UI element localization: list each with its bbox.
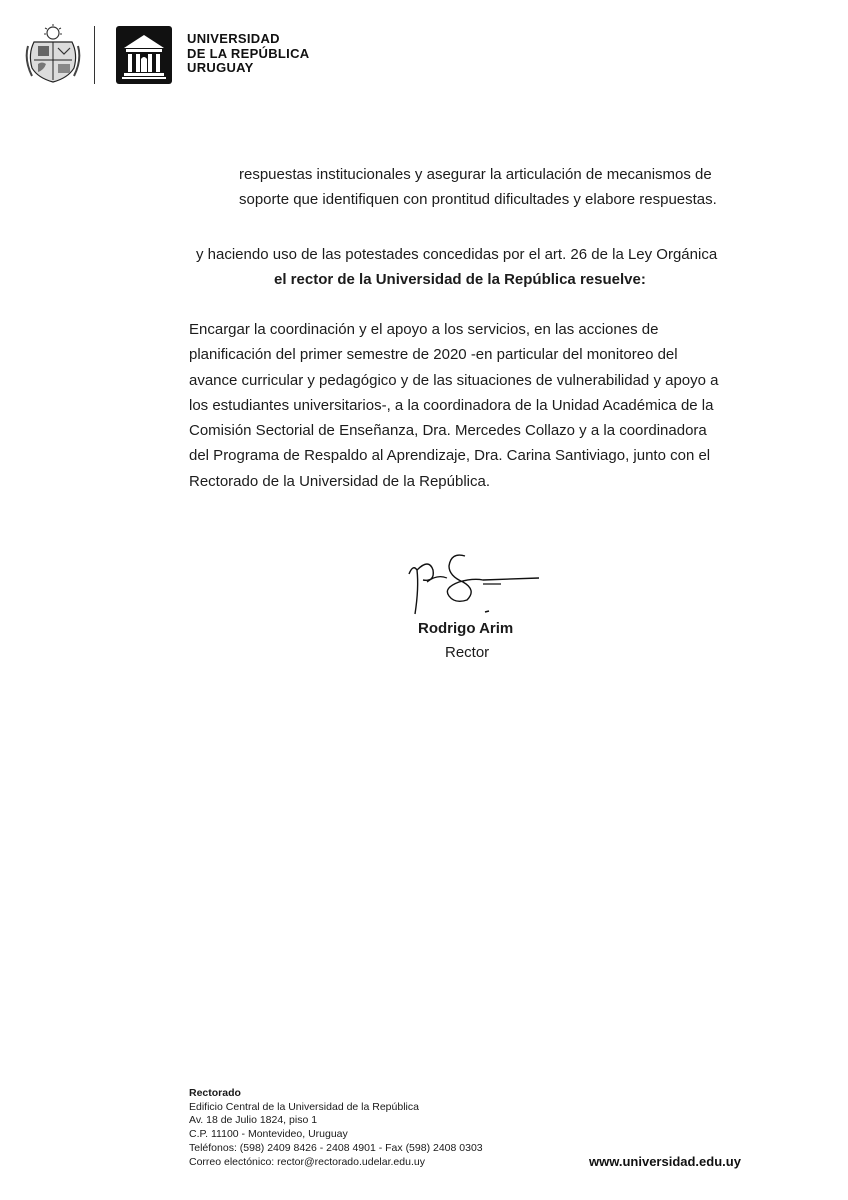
text-line: Rectorado de la Universidad de la República. xyxy=(189,472,491,490)
header-divider xyxy=(94,26,95,84)
text-line: planificación del primer semestre de 2020 -en particular del monitoreo del xyxy=(189,346,678,364)
text-line: avance curricular y pedagógico y de las situaciones de vulnerabilidad y apoyo a xyxy=(189,371,719,389)
university-building-logo xyxy=(116,26,172,84)
coat-of-arms-logo xyxy=(24,24,82,84)
footer-title: Rectorado xyxy=(189,1087,241,1099)
footer-line: Correo electónico: rector@rectorado.udelar.edu.uy xyxy=(189,1155,425,1168)
website-link[interactable]: www.universidad.edu.uy xyxy=(589,1154,741,1169)
university-name xyxy=(187,32,309,76)
footer-line: C.P. 11100 - Montevideo, Uruguay xyxy=(189,1128,348,1141)
letterhead xyxy=(24,24,344,86)
university-name-line: URUGUAY xyxy=(187,60,254,75)
text-line: soporte que identifiquen con prontitud dificultades y elabore respuestas. xyxy=(239,191,717,209)
footer-address xyxy=(189,1087,483,1169)
text-line: del Programa de Respaldo al Aprendizaje, Dra. Carina Santiviago, junto con el xyxy=(189,447,711,465)
university-name-line: UNIVERSIDAD xyxy=(187,31,280,46)
signatory-name: Rodrigo Arim xyxy=(418,620,514,637)
text-line: Encargar la coordinación y el apoyo a los servicios, en las acciones de xyxy=(189,321,659,338)
footer-line: Edificio Central de la Universidad de la República xyxy=(189,1100,419,1113)
university-name-line: DE LA REPÚBLICA xyxy=(187,45,310,61)
resolution-paragraph xyxy=(189,317,759,494)
authority-clause: y haciendo uso de las potestades concedidas por el art. 26 de la Ley Orgánica xyxy=(196,246,718,263)
resolution-heading: el rector de la Universidad de la República resuelve: xyxy=(274,271,646,288)
handwritten-signature xyxy=(403,548,545,618)
footer-line: Av. 18 de Julio 1824, piso 1 xyxy=(189,1114,318,1127)
footer-line: Teléfonos: (598) 2409 8426 - 2408 4901 - Fax (598) 2408 0303 xyxy=(189,1141,483,1154)
signatory-role: Rector xyxy=(445,644,490,661)
text-line: los estudiantes universitarios-, a la coordinadora de la Unidad Académica de la xyxy=(189,396,714,414)
text-line: Comisión Sectorial de Enseñanza, Dra. Mercedes Collazo y a la coordinadora xyxy=(189,422,707,440)
continuation-paragraph xyxy=(239,162,759,213)
text-line: respuestas institucionales y asegurar la articulación de mecanismos de xyxy=(239,166,712,183)
